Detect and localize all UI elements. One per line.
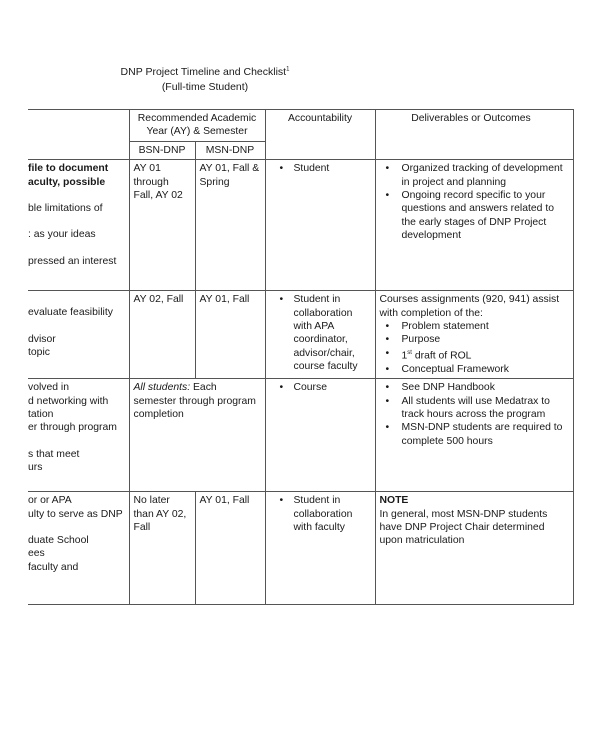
- accountability-cell: [265, 379, 375, 492]
- list-item: • See DNP Handbook: [380, 381, 569, 394]
- activity-line: [28, 189, 125, 202]
- deliverables-cell: [375, 160, 573, 291]
- activity-line: [28, 293, 125, 306]
- accountability-cell: [265, 160, 375, 291]
- activity-line: d networking with: [28, 395, 109, 407]
- timeline-table: [28, 109, 574, 605]
- list-item: • MSN-DNP students are required to complete 500 hours: [380, 421, 569, 448]
- document-title: DNP Project Timeline and Checklist$^1$: [120, 66, 290, 78]
- activity-cell: [28, 492, 129, 605]
- activity-line: ulty to serve as DNP: [28, 508, 123, 520]
- list-item: • Student in collaboration with faculty: [270, 494, 371, 534]
- activity-line: dvisor: [28, 333, 56, 345]
- list-item: • Ongoing record specific to your questions and answers related to the early stages of DNP Project development: [380, 189, 569, 243]
- activity-line: [28, 242, 125, 255]
- activity-line: aculty, possible: [28, 176, 106, 188]
- deliverables-header: Deliverables or Outcomes: [375, 110, 573, 160]
- activity-line: duate School: [28, 535, 89, 547]
- activity-line: ees: [28, 548, 45, 560]
- activity-line: pressed an interest: [28, 255, 117, 267]
- msn-dnp-header: MSN-DNP: [195, 141, 265, 159]
- accountability-header: Accountability: [265, 110, 375, 160]
- footnote-marker: 1: [286, 66, 290, 73]
- activity-cell: [28, 379, 129, 492]
- bsn-dnp-cell: AY 02, Fall: [129, 291, 195, 379]
- note-text: In general, most MSN-DNP students have DNP Project Chair determined upon matriculation: [379, 508, 548, 547]
- activity-line: file to document: [28, 163, 109, 175]
- activity-line: ble limitations of: [28, 203, 103, 215]
- document-subtitle: (Full-time Student): [161, 81, 249, 93]
- activity-line: topic: [28, 347, 50, 359]
- deliverables-intro: Courses assignments (920, 941) assist with completion of the:: [379, 294, 560, 319]
- list-item: • Purpose: [380, 333, 569, 346]
- header-row: [28, 110, 573, 142]
- all-students-cell: [129, 379, 265, 492]
- deliverables-cell: [375, 291, 573, 379]
- activity-line: [28, 320, 125, 333]
- accountability-cell: [265, 291, 375, 379]
- note-heading: NOTE: [379, 495, 409, 507]
- msn-dnp-cell: AY 01, Fall: [195, 291, 265, 379]
- list-item: • Student: [270, 162, 371, 175]
- activity-line: or or APA: [28, 495, 72, 507]
- list-item: • Conceptual Framework: [380, 363, 569, 376]
- activity-line: faculty and: [28, 561, 79, 573]
- bsn-dnp-cell: AY 01 through Fall, AY 02: [129, 160, 195, 291]
- deliverables-cell: [375, 492, 573, 605]
- list-item-text: draft of ROL: [414, 350, 472, 362]
- accountability-cell: [265, 492, 375, 605]
- list-item: • Student in collaboration with APA coordinator, advisor/chair, course faculty: [270, 293, 371, 373]
- list-item: • Course: [270, 381, 371, 394]
- activity-cell: [28, 291, 129, 379]
- activity-line: s that meet: [28, 448, 80, 460]
- list-item: • All students will use Medatrax to track hours across the program: [380, 395, 569, 422]
- msn-dnp-cell: AY 01, Fall & Spring: [195, 160, 265, 291]
- table-row: [28, 291, 573, 379]
- activity-line: [28, 215, 125, 228]
- activity-line: volved in: [28, 382, 70, 394]
- list-item: • Organized tracking of development in project and planning: [380, 162, 569, 189]
- activity-line: er through program: [28, 422, 117, 434]
- table-row: [28, 492, 573, 605]
- msn-dnp-cell: AY 01, Fall: [195, 492, 265, 605]
- activity-line: [28, 521, 125, 534]
- activity-line: urs: [28, 462, 43, 474]
- ordinal-suffix: st: [407, 349, 412, 356]
- ordinal-number: 1: [401, 350, 408, 362]
- activity-line: tation: [28, 409, 54, 421]
- all-students-text: Each semester through program completion: [133, 382, 256, 421]
- recommended-year-header: Recommended Academic Year (AY) & Semester: [129, 110, 265, 142]
- all-students-label: All students:: [133, 382, 191, 394]
- deliverables-cell: [375, 379, 573, 492]
- table-row: [28, 379, 573, 492]
- activity-line: evaluate feasibility: [28, 307, 113, 319]
- activity-header: [28, 110, 129, 160]
- bsn-dnp-cell: No later than AY 02, Fall: [129, 492, 195, 605]
- list-item: [380, 347, 569, 363]
- table-row: [28, 160, 573, 291]
- activity-cell: [28, 160, 129, 291]
- list-item: • Problem statement: [380, 320, 569, 333]
- bsn-dnp-header: BSN-DNP: [129, 141, 195, 159]
- activity-line: : as your ideas: [28, 229, 96, 241]
- activity-line: [28, 435, 125, 448]
